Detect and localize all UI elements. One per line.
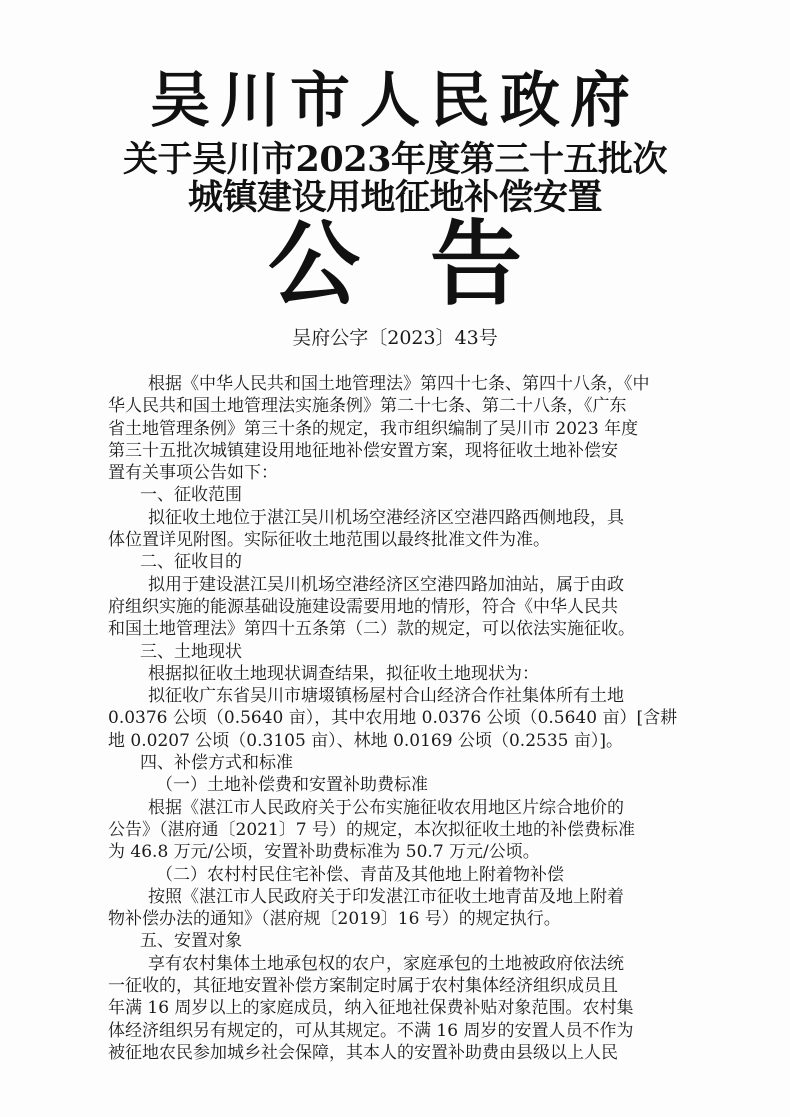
body-line: 物补偿办法的通知》（湛府规〔2019〕16 号）的规定执行。 bbox=[108, 909, 561, 930]
body-line: 置有关事项公告如下： bbox=[108, 463, 278, 484]
body-line: 拟用于建设湛江吴川机场空港经济区空港四路加油站，属于由政 bbox=[148, 574, 624, 595]
body-line: 拟征收土地位于湛江吴川机场空港经济区空港四路西侧地段，具 bbox=[148, 507, 624, 528]
body-line: 被征地农民参加城乡社会保障，其本人的安置补助费由县级以上人民 bbox=[108, 1042, 618, 1063]
section-heading: 一、征收范围 bbox=[140, 485, 242, 506]
section-heading: 四、补偿方式和标准 bbox=[140, 753, 293, 774]
subsection-heading: （二）农村村民住宅补偿、青苗及其他地上附着物补偿 bbox=[156, 864, 564, 885]
body-line: 第三十五批次城镇建设用地征地补偿安置方案，现将征收土地补偿安 bbox=[108, 440, 618, 461]
body-line: 公告》（湛府通〔2021〕7 号）的规定，本次拟征收土地的补偿费标准 bbox=[108, 819, 635, 840]
body-line: 根据《湛江市人民政府关于公布实施征收农用地区片综合地价的 bbox=[148, 797, 624, 818]
body-line: 体位置详见附图。实际征收土地范围以最终批准文件为准。 bbox=[108, 530, 550, 551]
notice-body bbox=[108, 373, 716, 1064]
section-heading: 二、征收目的 bbox=[140, 552, 242, 573]
section-heading: 三、土地现状 bbox=[140, 641, 242, 662]
notice-title-line-1: 关于吴川市2023年度第三十五批次 bbox=[123, 139, 667, 180]
subsection-heading: （一）土地补偿费和安置补助费标准 bbox=[156, 775, 428, 796]
body-line: 享有农村集体土地承包权的农户，家庭承包的土地被政府依法统 bbox=[148, 953, 624, 974]
issuing-authority-title: 吴川市人民政府 bbox=[150, 66, 640, 136]
body-line: 根据《中华人民共和国土地管理法》第四十七条、第四十八条，《中 bbox=[148, 374, 650, 394]
body-line: 省土地管理条例》第三十条的规定，我市组织编制了吴川市 2023 年度 bbox=[108, 418, 639, 439]
body-line: 按照《湛江市人民政府关于印发湛江市征收土地青苗及地上附着 bbox=[148, 886, 624, 907]
body-line: 为 46.8 万元/公顷，安置补助费标准为 50.7 万元/公顷。 bbox=[108, 842, 540, 863]
body-line: 一征收的，其征地安置补偿方案制定时属于农村集体经济组织成员且 bbox=[108, 976, 618, 997]
body-line: 和国土地管理法》第四十五条第（二）款的规定，可以依法实施征收。 bbox=[108, 619, 635, 640]
body-line: 拟征收广东省吴川市塘㙍镇杨屋村合山经济合作社集体所有土地 bbox=[148, 686, 624, 707]
body-line: 体经济组织另有规定的，可从其规定。不满 16 周岁的安置人员不作为 bbox=[108, 1020, 634, 1041]
section-heading: 五、安置对象 bbox=[140, 931, 242, 952]
document-number: 吴府公字〔2023〕43号 bbox=[292, 327, 498, 349]
body-line: 根据拟征收土地现状调查结果，拟征收土地现状为： bbox=[148, 663, 539, 684]
body-line: 华人民共和国土地管理法实施条例》第二十七条、第二十八条，《广东 bbox=[108, 396, 627, 417]
body-line: 地 0.0207 公顷（0.3105 亩）、林地 0.0169 公顷（0.2535 亩）]。 bbox=[108, 730, 623, 751]
notice-title-line-2: 城镇建设用地征地补偿安置 bbox=[187, 177, 602, 218]
body-line: 年满 16 周岁以上的家庭成员，纳入征地社保费补贴对象范围。农村集 bbox=[108, 998, 634, 1019]
body-line: 0.0376 公顷（0.5640 亩），其中农用地 0.0376 公顷（0.5640 亩）[含耕 bbox=[108, 708, 678, 729]
notice-heading: 公告 bbox=[267, 210, 592, 318]
body-line: 府组织实施的能源基础设施建设需要用地的情形，符合《中华人民共 bbox=[108, 596, 618, 617]
